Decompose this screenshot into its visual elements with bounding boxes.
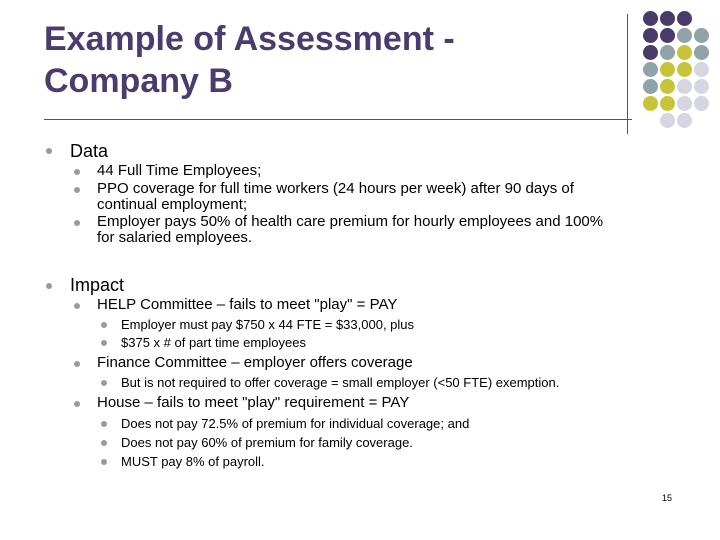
bullet — [46, 283, 52, 289]
dot — [643, 45, 658, 60]
dot — [660, 96, 675, 111]
help-committee: HELP Committee – fails to meet "play" = PAY — [97, 296, 398, 313]
dot — [643, 62, 658, 77]
dot — [694, 62, 709, 77]
house-item: MUST pay 8% of payroll. — [121, 454, 265, 469]
house: House – fails to meet "play" requirement = PAY — [97, 394, 410, 411]
dot — [660, 28, 675, 43]
finance-committee: Finance Committee – employer offers coverage — [97, 354, 413, 371]
bullet — [101, 421, 107, 427]
dot — [660, 79, 675, 94]
slide-title — [44, 18, 455, 102]
dot — [694, 28, 709, 43]
dot — [643, 79, 658, 94]
dot — [677, 11, 692, 26]
house-item: Does not pay 72.5% of premium for individual coverage; and — [121, 416, 470, 431]
dot — [643, 28, 658, 43]
bullet — [74, 401, 80, 407]
title-line-1: Example of Assessment - — [44, 20, 455, 58]
data-item-employees: 44 Full Time Employees; — [97, 162, 262, 179]
dot — [677, 113, 692, 128]
bullet — [101, 322, 107, 328]
bullet — [74, 361, 80, 367]
data-heading: Data — [70, 141, 109, 161]
bullet — [101, 340, 107, 346]
vertical-divider — [627, 14, 628, 134]
dot — [643, 96, 658, 111]
dot — [677, 28, 692, 43]
page-number: 15 — [662, 493, 673, 503]
bullet — [74, 220, 80, 226]
title-line-2: Company B — [44, 62, 233, 100]
dot — [660, 45, 675, 60]
bullet — [74, 303, 80, 309]
dot — [660, 11, 675, 26]
bullet — [101, 459, 107, 465]
horizontal-divider — [44, 119, 632, 120]
data-item-ppo: PPO coverage for full time workers (24 hours per week) after 90 days of — [97, 180, 574, 197]
dot — [677, 96, 692, 111]
bullet — [74, 169, 80, 175]
dot — [677, 45, 692, 60]
bullet — [74, 187, 80, 193]
finance-item: But is not required to offer coverage = small employer (<50 FTE) exemption. — [121, 375, 560, 390]
dot — [660, 113, 675, 128]
bullet — [101, 380, 107, 386]
dot — [643, 11, 658, 26]
dot — [660, 62, 675, 77]
dot — [677, 79, 692, 94]
dot — [694, 45, 709, 60]
help-item: Employer must pay $750 x 44 FTE = $33,000, plus — [121, 317, 415, 332]
dot — [694, 79, 709, 94]
bullet — [101, 440, 107, 446]
impact-heading: Impact — [70, 275, 125, 295]
dot — [694, 96, 709, 111]
bullet — [46, 148, 52, 154]
data-item-employer-pays-cont: for salaried employees. — [97, 229, 253, 246]
house-item: Does not pay 60% of premium for family coverage. — [121, 435, 413, 450]
dot — [677, 62, 692, 77]
data-item-employer-pays: Employer pays 50% of health care premium for hourly employees and 100% — [97, 213, 604, 230]
help-item: $375 x # of part time employees — [121, 335, 306, 350]
data-item-ppo-cont: continual employment; — [97, 196, 248, 213]
